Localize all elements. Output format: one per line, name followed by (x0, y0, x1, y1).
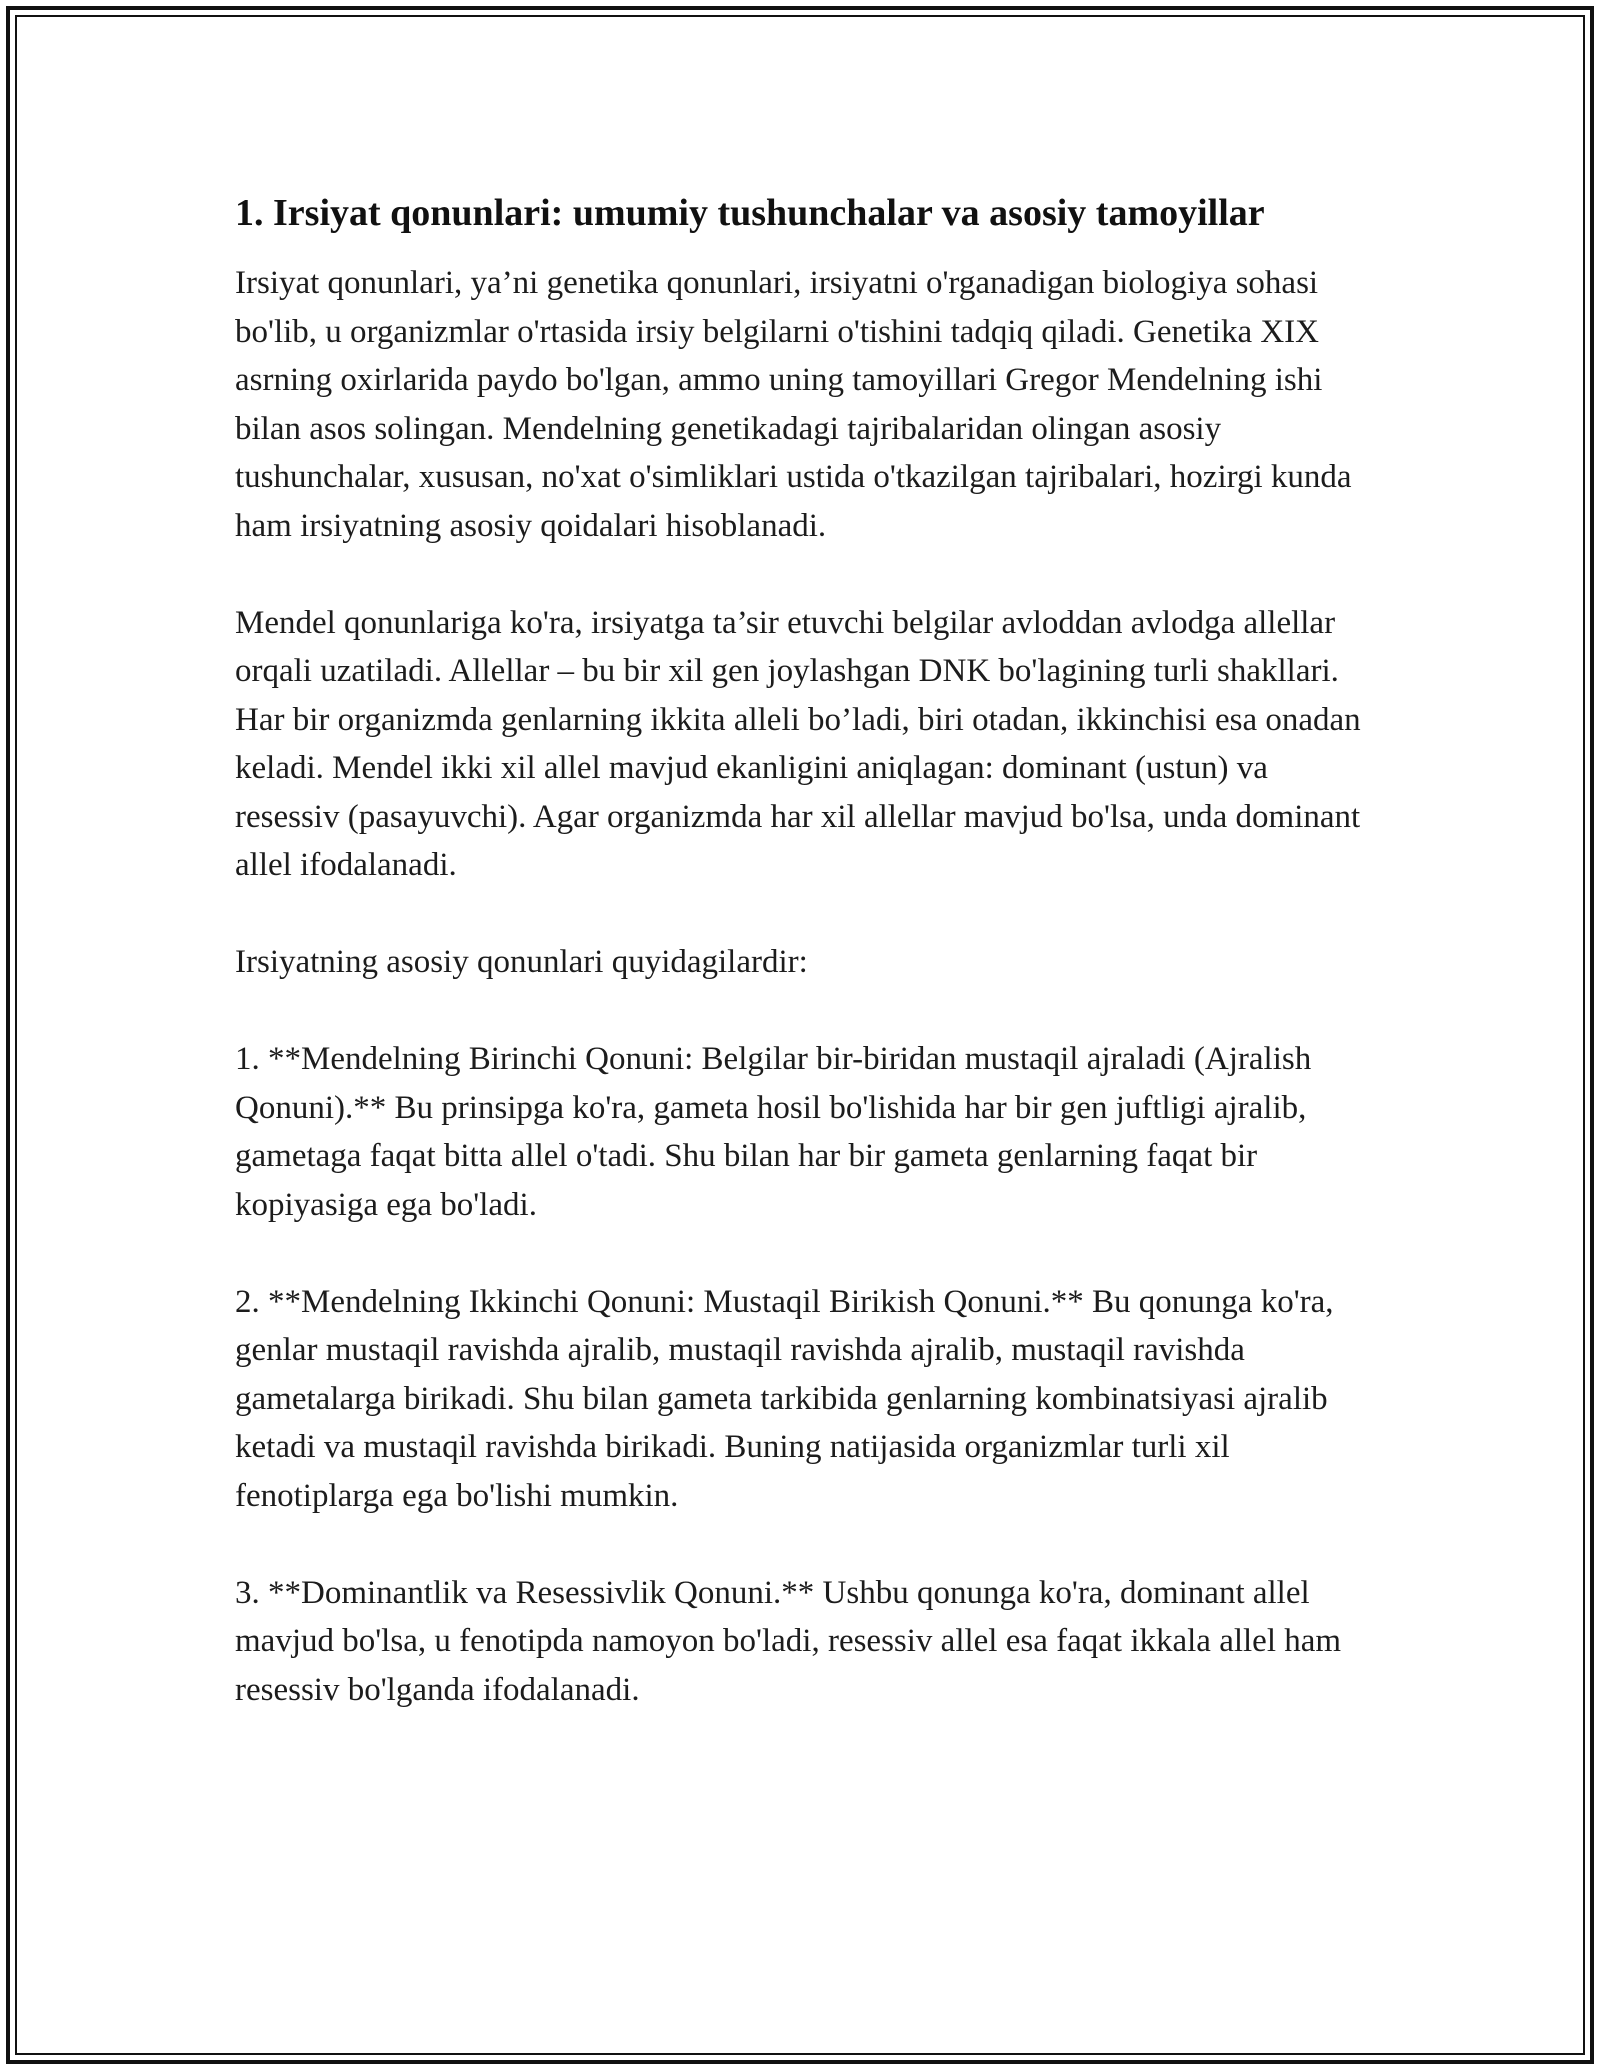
paragraph-intro: Irsiyat qonunlari, ya’ni genetika qonunlari, irsiyatni o'rganadigan biologiya sohasi bo'lib, u organizmlar o'rtasida irsiy belgilarni o'tishini tadqiq qiladi. Genetika XIX asrning oxirlarida paydo bo'lgan, ammo uning tamoyillari Gregor Mendelning ishi bilan asos solingan. Mendelning genetikadagi tajribalaridan olingan asosiy tushunchalar, xususan, no'xat o'simliklari ustida o'tkazilgan tajribalari, hozirgi kunda ham irsiyatning asosiy qoidalari hisoblanadi. (235, 265, 1352, 544)
document-body (235, 186, 1375, 1714)
list-item-first-law: 1. **Mendelning Birinchi Qonuni: Belgilar bir-biridan mustaqil ajraladi (Ajralish Qonuni).** Bu prinsipga ko'ra, gameta hosil bo'lishida har bir gen juftligi ajralib, gametaga faqat bitta allel o'tadi. Shu bilan har bir gameta genlarning faqat bir kopiyasiga ega bo'ladi. (235, 1041, 1312, 1223)
paragraph-list-intro: Irsiyatning asosiy qonunlari quyidagilardir: (235, 944, 808, 980)
list-item-second-law: 2. **Mendelning Ikkinchi Qonuni: Mustaqil Birikish Qonuni.** Bu qonunga ko'ra, genlar mustaqil ravishda ajralib, mustaqil ravishda ajralib, mustaqil ravishda gametalarga birikadi. Shu bilan gameta tarkibida genlarning kombinatsiyasi ajralib ketadi va mustaqil ravishda birikadi. Buning natijasida organizmlar turli xil fenotiplarga ega bo'lishi mumkin. (235, 1283, 1334, 1514)
section-heading: 1. Irsiyat qonunlari: umumiy tushunchalar va asosiy tamoyillar (235, 192, 1265, 234)
list-item-dominance-law: 3. **Dominantlik va Resessivlik Qonuni.** Ushbu qonunga ko'ra, dominant allel mavjud bo'lsa, u fenotipda namoyon bo'ladi, resessiv allel esa faqat ikkala allel ham resessiv bo'lganda ifodalanadi. (235, 1574, 1342, 1708)
paragraph-alleles: Mendel qonunlariga ko'ra, irsiyatga ta’sir etuvchi belgilar avloddan avlodga allellar orqali uzatiladi. Allellar – bu bir xil gen joylashgan DNK bo'lagining turli shakllari. Har bir organizmda genlarning ikkita alleli bo’ladi, biri otadan, ikkinchisi esa onadan keladi. Mendel ikki xil allel mavjud ekanligini aniqlagan: dominant (ustun) va resessiv (pasayuvchi). Agar organizmda har xil allellar mavjud bo'lsa, unda dominant allel ifodalanadi. (235, 604, 1361, 883)
